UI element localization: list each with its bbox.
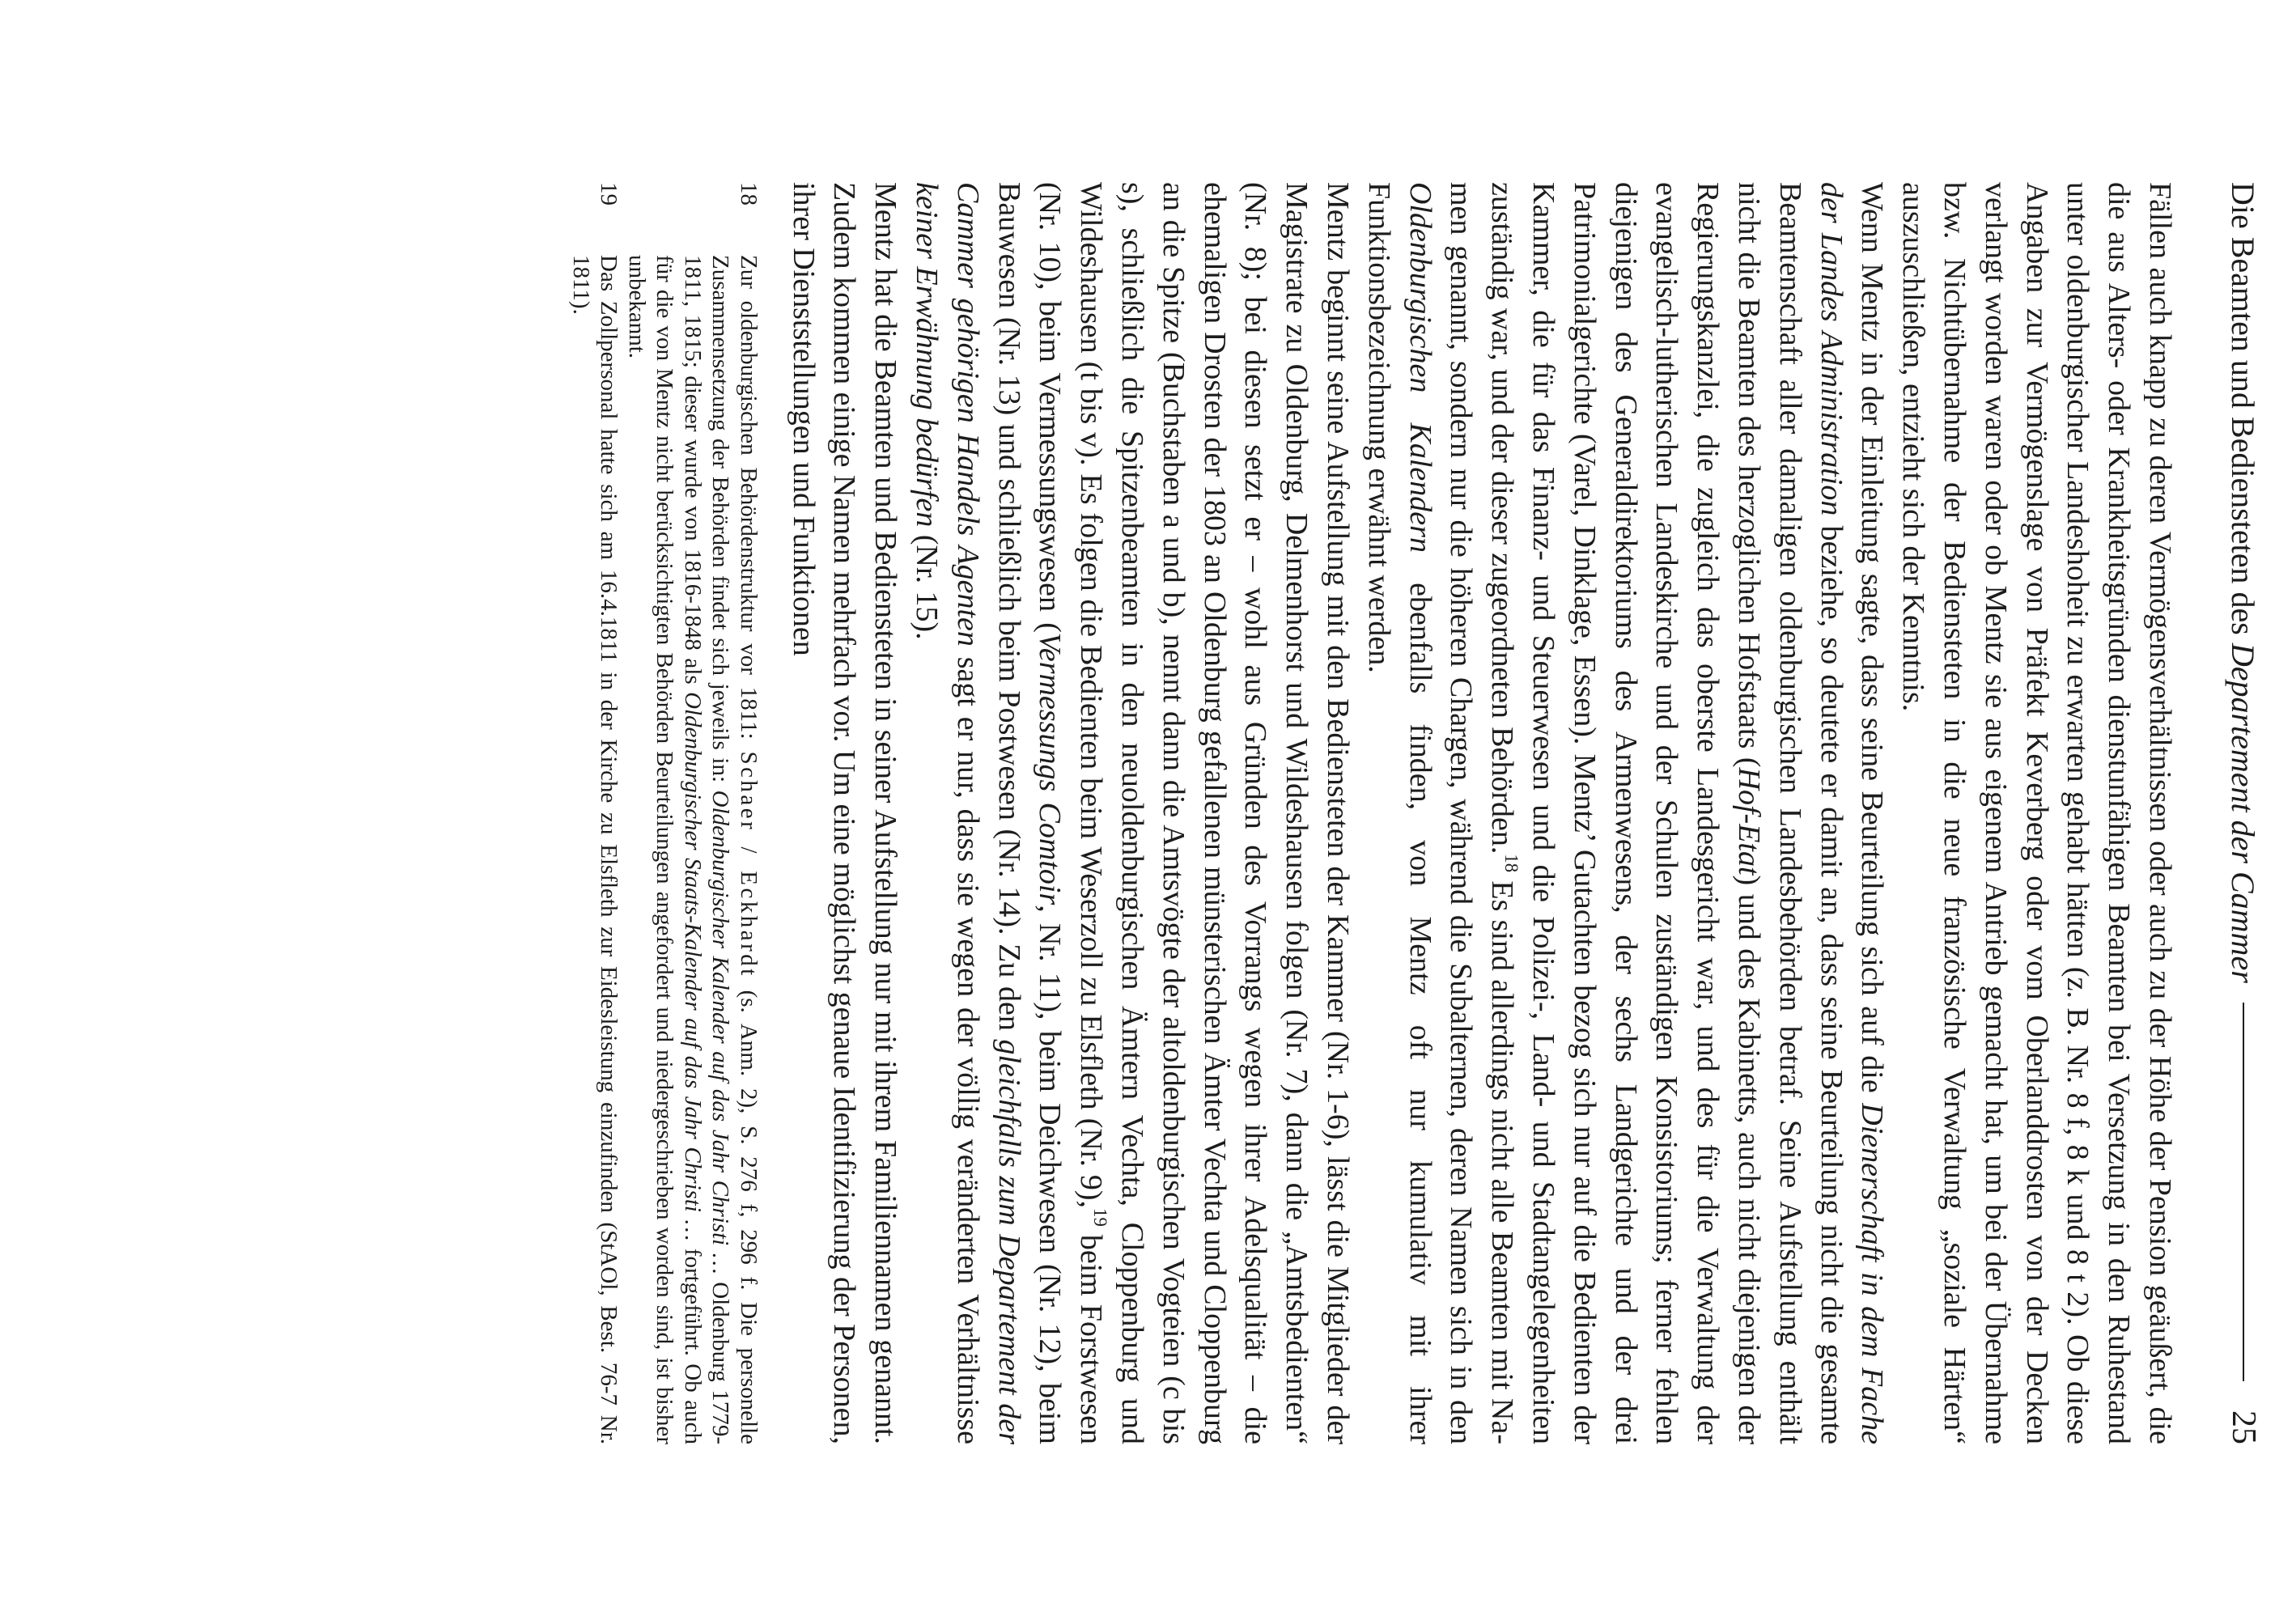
- italic-text: gleichfalls zum Departement der Cammer gehörigen Handels Agenten: [950, 182, 1026, 1444]
- header-rule: [2243, 1003, 2244, 1381]
- italic-text: Oldenburgischer Kalender auf das Jahr Christi …: [707, 790, 734, 1274]
- footnote-text: [567, 255, 623, 1444]
- paragraph: [1358, 182, 1892, 1444]
- text-run: Mentz beginnt seine Aufstellung mit den Bediensteten der Kammer (Nr. 1-6), lässt die Mitglieder der Magistrate zu Oldenburg, Delmenhorst und Wildeshausen folgen (Nr. 7), dann die „Amtsbedienten“ (Nr. 8); bei diesen setzt er – wohl aus Gründen des Vorrangs wegen ihrer Adelsqualität – die ehemaligen Drosten der 1803 an Oldenburg gefallenen münsterischen Ämter Vechta und Cloppenburg an die Spitze (Buchstaben a und b), nennt dann die Amtsvögte der altoldenburgischen Vogteien (c bis s), schließlich die Spitzenbeamten in den neuoldenburgischen Ämtern Vechta, Cloppenburg und Wildeshausen (t bis v). Es folgen die Bedienten beim Weserzoll zu Elsfleth (Nr. 9),: [1074, 182, 1356, 1444]
- body-text: [783, 182, 2180, 1444]
- text-run: sagt er nur, dass sie wegen der völlig veränderten Verhältnisse: [950, 646, 985, 1445]
- footnote: [567, 182, 623, 1444]
- text-run: ) und des Kabinetts, auch nicht diejenigen der Regierungskanzlei, die zugleich das oberste Landesgericht war, und des für die Verwaltung der evangelisch-lutherischen Landeskirche und der Schulen zuständigen Konsistoriums; ferner fehlen diejenigen des Generaldirektoriums des Armenwesens, der sechs Landgerichte und der drei Patrimonialgerichte (Varel, Dinklage, Essen). Mentz’ Gutachten bezog sich nur auf die Bedienten der Kammer, die für das Finanz- und Steuerwesen und die Polizei-, Land- und Stadtangelegenheiten zuständig war, und der dieser zugeordneten Behörden.: [1485, 182, 1767, 1444]
- text-run: beziehe, so deutete er damit an, dass seine Beurteilung nicht die gesamte Beamtenschaft aller damaligen oldenburgischen Landesbehörden betraf. Seine Aufstellung enthält nicht die Beamten des herzoglichen Hofstaats (: [1732, 182, 1848, 1444]
- italic-text: Dienerschaft in dem Fache der Landes Administration: [1814, 182, 1890, 1444]
- italic-text: Oldenburgischen Kalendern: [1403, 182, 1437, 553]
- text-run: Oldenburg 1779-1811, 1815; dieser wurde von 1816-1848 als: [680, 255, 734, 1444]
- footnote: [623, 182, 763, 1444]
- text-run: Wenn Mentz in der Einleitung sagte, dass seine Beurteilung sich auf die: [1855, 182, 1890, 1104]
- author-names: Schaer / Eckhardt: [736, 751, 762, 978]
- footnote-number: 18: [736, 182, 762, 206]
- running-title-plain: Die Beamten und Bediensteten des: [2225, 182, 2262, 635]
- footnote-reference: 18: [1501, 854, 1522, 873]
- italic-text: keiner Erwähnung bedürfen: [910, 182, 944, 528]
- text-run: , Nr. 11), beim Deichwesen (Nr. 12), beim Bauwesen (Nr. 13) und schließlich beim Postwesen (Nr. 14). Zu den: [991, 182, 1067, 1444]
- text-run: Zur oldenburgischen Behördenstruktur vor 1811:: [736, 255, 762, 752]
- footnote-text: [623, 255, 763, 1444]
- page-number: 25: [2225, 1410, 2262, 1444]
- footnote-reference: 19: [1090, 1208, 1111, 1227]
- text-run: Fällen auch knapp zu deren Vermögensverhältnissen oder auch zu der Höhe der Pension geäußert, die die aus Alters- oder Krankheitsgründen dienstunfähigen Beamten bei Versetzung in den Ruhestand unter oldenburgischer Landeshoheit zu erwarten gehabt hätten (z. B. Nr. 8 f, 8 k und 8 t 2). Ob diese Angaben zur Vermögenslage von Präfekt Keverberg oder vom Oberlanddrosten von der Decken verlangt worden waren oder ob Mentz sie aus eigenem Antrieb gemacht hat, um bei der Übernahme bzw. Nichtübernahme der Bediensteten in die neue französische Verwaltung „soziale Härten“ auszuschließen, entzieht sich der Kenntnis.: [1896, 182, 2177, 1444]
- paragraph: [783, 182, 906, 1444]
- text-run: Mentz hat die Beamten und Bediensteten in seiner Aufstellung nur mit ihrem Familiennamen genannt. Zudem kommen einige Namen mehrfach vor. Um eine möglichst genaue Identifizierung der Personen, ihrer Dienststellungen und Funktionen: [786, 182, 903, 1444]
- text-run: beim Forstwesen (Nr. 10), beim Vermessungswesen (: [1033, 182, 1109, 1444]
- text-run: (s. Anm. 2), S. 276 f, 296 f. Die personelle Zusammensetzung der Behörden findet sich jeweils in:: [707, 255, 762, 1444]
- text-run: Das Zollpersonal hatte sich am 16.4.1811 in der Kirche zu Elsfleth zur Eidesleistung einzufinden (StAOl, Best. 76-7 Nr. 1811).: [568, 255, 622, 1444]
- paragraph: [1892, 182, 2180, 1444]
- text-run: (Nr. 15).: [910, 527, 944, 640]
- italic-text: Vermessungs Comtoir: [1033, 632, 1067, 905]
- italic-text: Hof-Etat: [1732, 767, 1767, 876]
- footnote-number: 19: [596, 182, 622, 206]
- text-run: ebenfalls finden, von Mentz oft nur kumulativ mit ihrer Funktionsbezeichnung erwähnt werden.: [1361, 182, 1437, 1444]
- text-run: Es sind allerdings nicht alle Beamten mit Namen genannt, sondern nur die höheren Chargen, während die Subalternen, deren Namen sich in den: [1444, 182, 1520, 1444]
- running-title-italic: Departement der Cammer: [2225, 642, 2262, 983]
- running-header: [2211, 182, 2276, 1444]
- footnotes: [567, 182, 763, 1444]
- italic-text: Oldenburgischer Staats-Kalender auf das Jahr Christi …: [680, 692, 706, 1241]
- running-title: [2225, 182, 2263, 983]
- paragraph: [906, 182, 1358, 1444]
- text-run: fortgeführt. Ob auch für die von Mentz nicht berücksichtigten Behörden Beurteilungen angefordert und niedergeschrieben worden sind, ist bisher unbekannt.: [624, 255, 706, 1444]
